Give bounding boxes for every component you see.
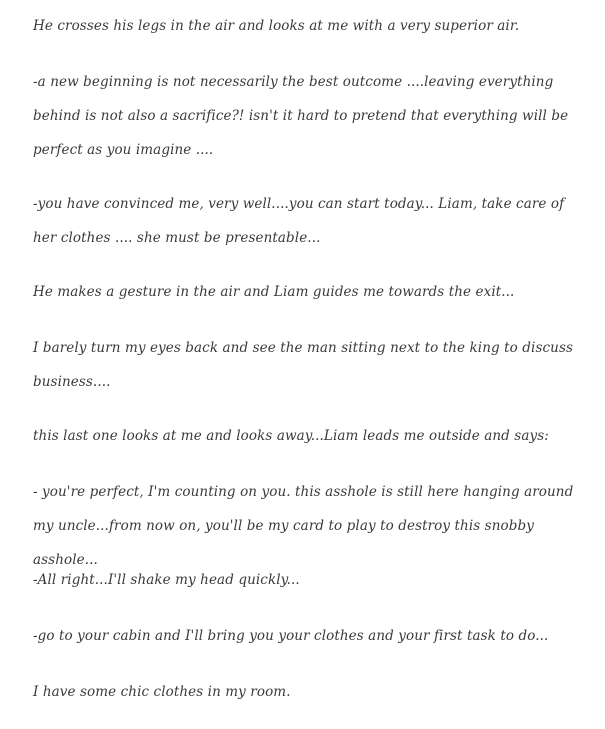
paragraph-3: -you have convinced me, very well....you can start today... Liam, take care of her clothes .... she must be presentable...	[33, 196, 565, 246]
paragraph-2: -a new beginning is not necessarily the best outcome ....leaving everything behind is not also a sacrifice?! isn't it hard to pretend that everything will be perfect as you imagine ....	[33, 74, 569, 158]
paragraph-5: I barely turn my eyes back and see the man sitting next to the king to discuss business....	[33, 340, 573, 390]
paragraph-8: -All right...I'll shake my head quickly...	[33, 572, 300, 588]
paragraph-6: this last one looks at me and looks away...Liam leads me outside and says:	[33, 428, 549, 444]
paragraph-9: -go to your cabin and I'll bring you your clothes and your first task to do...	[33, 628, 549, 644]
paragraph-1: He crosses his legs in the air and looks at me with a very superior air.	[33, 18, 520, 34]
paragraph-4: He makes a gesture in the air and Liam guides me towards the exit...	[33, 284, 515, 300]
paragraph-7: - you're perfect, I'm counting on you. this asshole is still here hanging around my uncle...from now on, you'll be my card to play to destroy this snobby asshole...	[33, 484, 574, 568]
paragraph-10: I have some chic clothes in my room.	[33, 684, 291, 700]
